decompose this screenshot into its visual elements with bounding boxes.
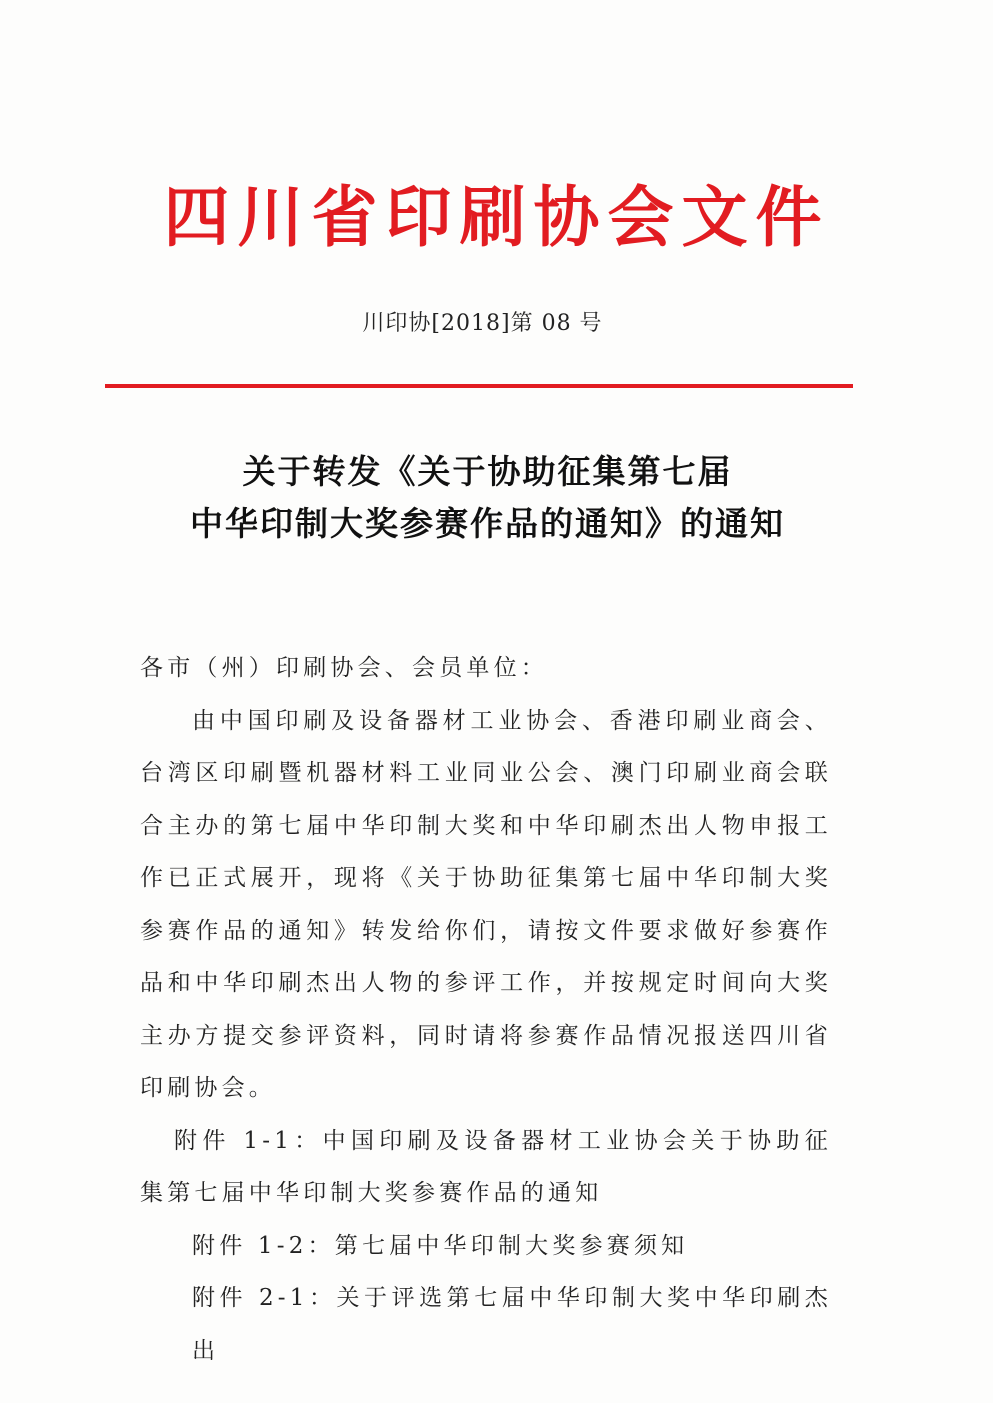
red-divider-line bbox=[105, 384, 853, 388]
org-document-title: 四川省印刷协会文件 bbox=[163, 179, 830, 256]
document-number: 川印协[2018]第 08 号 bbox=[362, 311, 603, 336]
body-paragraph: 由中国印刷及设备器材工业协会、香港印刷业商会、台湾区印刷暨机器材料工业同业公会、澳门印刷业商会联合主办的第七届中华印制大奖和中华印刷杰出人物申报工作已正式展开，现将《关于协助征集第七届中华印制大奖参赛作品的通知》转发给你们，请按文件要求做好参赛作品和中华印刷杰出人物的参评工作，并按规定时间向大奖主办方提交参评资料，同时请将参赛作品情况报送四川省印刷协会。 bbox=[140, 707, 832, 1101]
attachment-item: 附件 2-1：关于评选第七届中华印制大奖中华印刷杰出 bbox=[192, 1285, 832, 1364]
salutation: 各市（州）印刷协会、会员单位： bbox=[140, 655, 548, 681]
notice-body bbox=[140, 642, 832, 1377]
attachment-item: 附件 1-2：第七届中华印制大奖参赛须知 bbox=[192, 1232, 689, 1259]
notice-title-line-2: 中华印制大奖参赛作品的通知》的通知 bbox=[190, 504, 785, 543]
notice-title bbox=[0, 446, 975, 550]
notice-title-line-1: 关于转发《关于协助征集第七届 bbox=[242, 452, 733, 491]
attachment-item: 附件 1-1：中国印刷及设备器材工业协会关于协助征集第七届中华印制大奖参赛作品的通知 bbox=[140, 1127, 832, 1206]
